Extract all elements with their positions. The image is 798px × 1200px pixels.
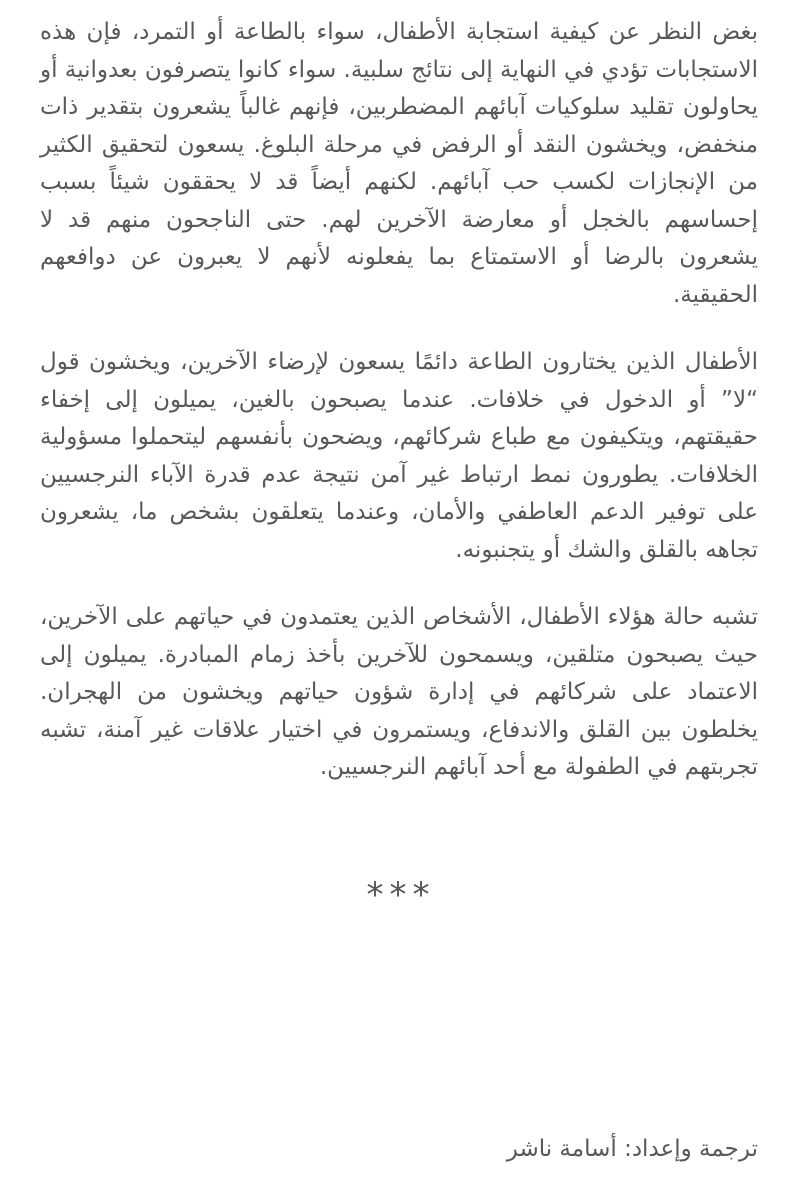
section-separator: *** <box>366 874 436 915</box>
paragraph-1: بغض النظر عن كيفية استجابة الأطفال، سواء بالطاعة أو التمرد، فإن هذه الاستجابات تؤدي في النهاية إلى نتائج سلبية. سواء كانوا يتصرفون بعدوانية أو يحاولون تقليد سلوكيات آبائهم المضطربين، فإنهم غالباً يشعرون بتقدير ذات منخفض، ويخشون النقد أو الرفض في مرحلة البلوغ. يسعون لتحقيق الكثير من الإنجازات لكسب حب آبائهم. لكنهم أيضاً قد لا يحققون شيئاً بسبب إحساسهم بالخجل أو معارضة الآخرين لهم. حتى الناجحون منهم قد لا يشعرون بالرضا أو الاستمتاع بما يفعلونه لأنهم لا يعبرون عن دوافعهم الحقيقية. <box>40 19 758 308</box>
paragraph-3: تشبه حالة هؤلاء الأطفال، الأشخاص الذين يعتمدون في حياتهم على الآخرين، حيث يصبحون متلقين، ويسمحون للآخرين بأخذ زمام المبادرة. يميلون إلى الاعتماد على شركائهم في إدارة شؤون حياتهم ويخشون من الهجران. يخلطون بين القلق والاندفاع، ويستمرون في اختيار علاقات غير آمنة، تشبه تجربتهم في الطفولة مع أحد آبائهم النرجسيين. <box>40 604 758 780</box>
paragraph-2: الأطفال الذين يختارون الطاعة دائمًا يسعون لإرضاء الآخرين، ويخشون قول “لا” أو الدخول في خلافات. عندما يصبحون بالغين، يميلون إلى إخفاء حقيقتهم، ويتكيفون مع طباع شركائهم، ويضحون بأنفسهم ليتحملوا مسؤولية الخلافات. يطورون نمط ارتباط غير آمن نتيجة عدم قدرة الآباء النرجسيين على توفير الدعم العاطفي والأمان، وعندما يتعلقون بشخص ما، يشعرون تجاهه بالقلق والشك أو يتجنبونه. <box>40 349 758 563</box>
translator-credit: ترجمة وإعداد: أسامة ناشر <box>506 1136 758 1162</box>
